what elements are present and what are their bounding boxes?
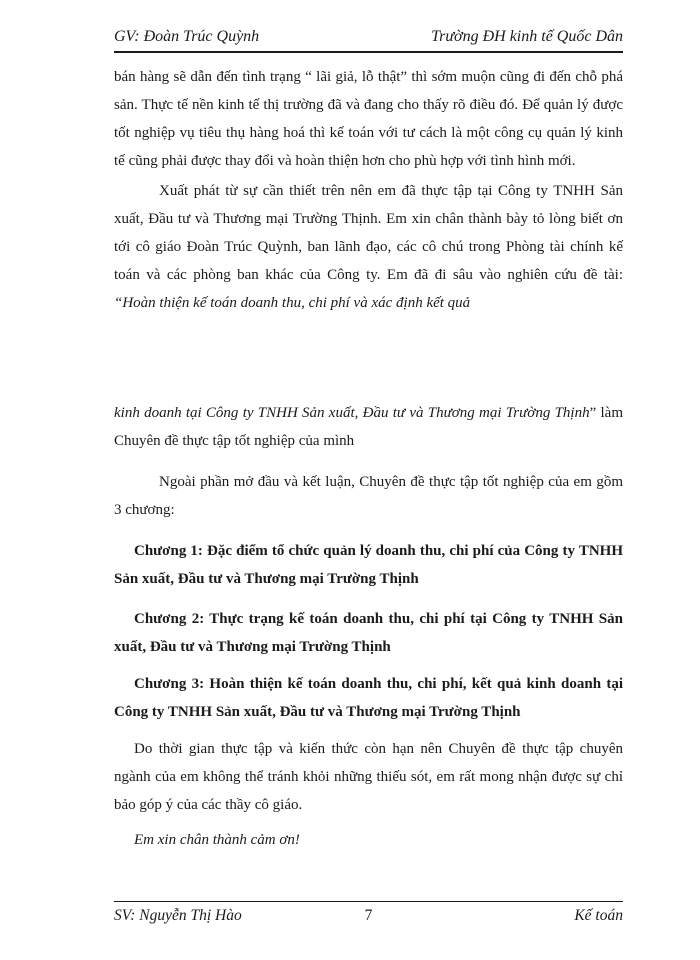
text-run: Do thời gian thực tập và kiến thức còn hạn nên Chuyên đề thực tập chuyên ngành của em không thể tránh khỏi những thiếu sót, em rất mong nhận được sự chỉ bảo góp ý của các thầy cô giáo. <box>114 741 623 813</box>
document-body <box>114 63 623 854</box>
thesis-title-run-part2: kinh doanh tại Công ty TNHH Sản xuất, Đầu tư và Thương mại Trường Thịnh <box>114 405 590 421</box>
paragraph-thesis-title-continuation <box>114 399 623 455</box>
text-run: Ngoài phần mở đầu và kết luận, Chuyên đề thực tập tốt nghiệp của em gồm 3 chương: <box>114 474 623 518</box>
paragraph-chapter-2 <box>114 605 623 661</box>
header-teacher-name: GV: Đoàn Trúc Quỳnh <box>114 28 260 45</box>
chapter-2-title: Chương 2: Thực trạng kế toán doanh thu, chi phí tại Công ty TNHH Sản xuất, Đầu tư và Thương mại Trường Thịnh <box>114 611 623 655</box>
text-run: Xuất phát từ sự cần thiết trên nên em đã thực tập tại Công ty TNHH Sản xuất, Đầu tư và Thương mại Trường Thịnh. Em xin chân thành bày tỏ lòng biết ơn tới cô giáo Đoàn Trúc Quỳnh, ban lãnh đạo, các cô chú trong Phòng tài chính kế toán và các phòng ban khác của Công ty. Em đã đi sâu vào nghiên cứu đề tài: <box>114 183 623 283</box>
paragraph-apology <box>114 735 623 819</box>
header-university-name: Trường ĐH kinh tế Quốc Dân <box>431 28 623 45</box>
chapter-3-title: Chương 3: Hoàn thiện kế toán doanh thu, chi phí, kết quả kinh doanh tại Công ty TNHH Sản xuất, Đầu tư và Thương mại Trường Thịnh <box>114 676 623 720</box>
paragraph-chapter-1 <box>114 537 623 593</box>
text-run: Em xin chân thành cảm ơn! <box>134 832 300 848</box>
footer-student-name: SV: Nguyễn Thị Hào <box>114 907 242 924</box>
footer-subject: Kế toán <box>574 907 623 924</box>
paragraph-intro-continuation <box>114 63 623 175</box>
chapter-1-title: Chương 1: Đặc điểm tổ chức quản lý doanh thu, chi phí của Công ty TNHH Sản xuất, Đầu tư và Thương mại Trường Thịnh <box>114 543 623 587</box>
paragraph-chapter-3 <box>114 670 623 726</box>
text-run: ” làm Chuyên đề thực tập tốt nghiệp của mình <box>114 405 624 449</box>
paragraph-internship-thanks <box>114 177 623 317</box>
paragraph-thanks <box>114 826 623 854</box>
page-number: 7 <box>364 907 373 924</box>
page-footer <box>114 901 623 926</box>
thesis-title-run-part1: “Hoàn thiện kế toán doanh thu, chi phí và xác định kết quả <box>114 295 471 311</box>
text-run: bán hàng sẽ dẫn đến tình trạng “ lãi giả, lỗ thật” thì sớm muộn cũng đi đến chỗ phá sản. Thực tế nền kinh tế thị trường đã và đang cho thấy rõ điều đó. Để quản lý được tốt nghiệp vụ tiêu thụ hàng hoá thì kế toán với tư cách là một công cụ quản lý kinh tế cũng phải được thay đổi và hoàn thiện hơn cho phù hợp với tình hình mới. <box>114 69 623 169</box>
page-header <box>114 27 623 53</box>
paragraph-structure-intro <box>114 468 623 524</box>
